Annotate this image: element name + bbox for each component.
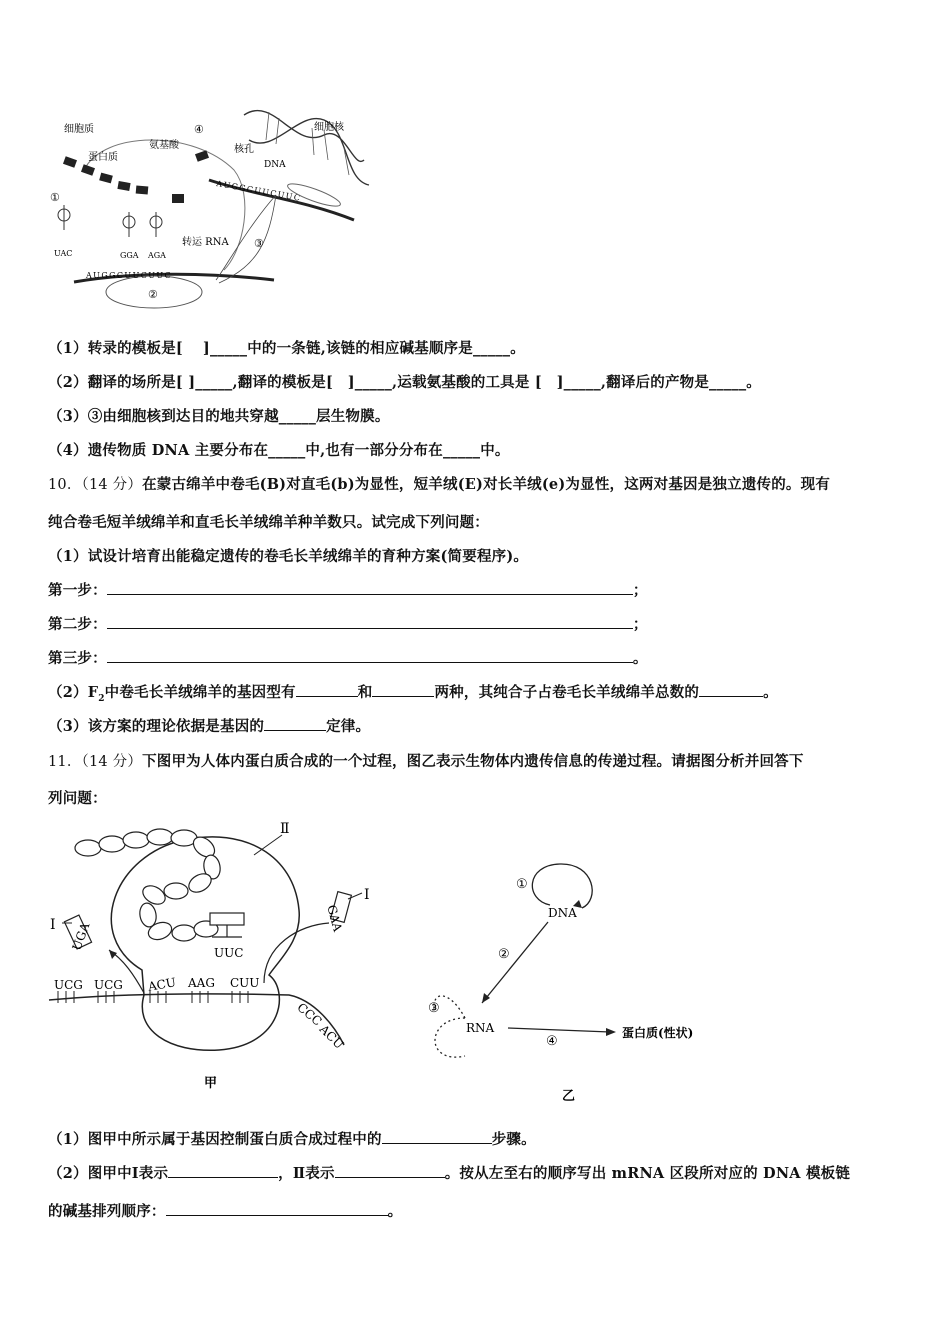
marker-2-yi: ② — [498, 947, 510, 962]
q11-item-1 — [48, 1128, 536, 1149]
q10-step-2-end: ； — [632, 616, 648, 633]
q10-step-3-blank[interactable] — [107, 648, 633, 663]
q11-number: 11．（14 分） — [48, 754, 143, 770]
label-protein: 蛋白质 — [88, 152, 118, 163]
q11-item-1-text-a: （1）图甲中所示属于基因控制蛋白质合成过程中的 — [48, 1131, 382, 1148]
q11-sequence-blank[interactable] — [166, 1201, 388, 1216]
codon-7: ACU — [316, 1022, 347, 1052]
marker-4-yi: ④ — [546, 1034, 558, 1049]
q10-item-2-text-d: 两种，其纯合子占卷毛长羊绒绵羊总数的 — [434, 684, 700, 701]
label-dna: DNA — [264, 160, 286, 170]
figure-transcription-translation — [44, 100, 374, 315]
marker-3: ③ — [254, 237, 264, 250]
q10-item-3-text-b: 定律。 — [326, 718, 371, 735]
q10-item-1: （1）试设计培育出能稳定遗传的卷毛长羊绒绵羊的育种方案(简要程序)。 — [48, 548, 529, 565]
q10-stem-line-1 — [48, 473, 830, 494]
trna-anticodon-gaa: GAA — [324, 903, 345, 934]
q11-item-2-text-c: 。按从左至右的顺序写出 mRNA 区段所对应的 DNA 模板链 — [444, 1165, 851, 1182]
figure-yi — [420, 860, 730, 1110]
q10-step-1-end: ； — [632, 582, 648, 599]
q10-genotype-blank-2[interactable] — [372, 682, 434, 697]
trna-anticodon-uuc: UUC — [214, 946, 244, 960]
q10-step-1 — [48, 579, 648, 600]
marker-1-yi: ① — [516, 877, 528, 892]
q10-step-3-end: 。 — [632, 650, 648, 667]
q10-item-2-prefix: （2）F — [48, 684, 99, 701]
q11-item-2-cont — [48, 1200, 402, 1221]
polypeptide-chain — [75, 829, 222, 943]
q10-item-3-text-a: （3）该方案的理论依据是基因的 — [48, 718, 265, 735]
q9-item-1: （1）转录的模板是[ ]_____中的一条链,该链的相应碱基顺序是_____。 — [48, 340, 525, 357]
q10-step-3-label: 第三步： — [48, 650, 107, 667]
q11-step-blank[interactable] — [382, 1129, 492, 1144]
mrna-sequence-1: AUGGCUUCUUC — [86, 271, 173, 280]
q10-stem-1: 在蒙古绵羊中卷毛(B)对直毛(b)为显性，短羊绒(E)对长羊绒(e)为显性，这两对基因是独立遗传的。现有 — [142, 476, 831, 493]
q10-item-2-text-c: 和 — [357, 684, 373, 701]
q10-genotype-blank-1[interactable] — [296, 682, 358, 697]
q10-item-2 — [48, 681, 778, 704]
marker-4: ④ — [194, 123, 204, 136]
q10-item-2-end: 。 — [763, 684, 778, 701]
trna-anticodon-uga: UGA — [69, 920, 93, 953]
q11-item-2 — [48, 1162, 850, 1183]
q9-item-4: （4）遗传物质 DNA 主要分布在_____中,也有一部分分布在_____中。 — [48, 442, 510, 459]
q10-step-3 — [48, 647, 648, 668]
q9-item-3: （3）③由细胞核到达目的地共穿越_____层生物膜。 — [48, 408, 390, 425]
codon-2: UCG — [94, 978, 123, 992]
q10-item-2-text-b: 中卷毛长羊绒绵羊的基因型有 — [104, 684, 296, 701]
q11-stem-line-1 — [48, 750, 804, 771]
codon-6: CCC — [294, 1000, 325, 1029]
q10-ratio-blank[interactable] — [699, 682, 763, 697]
q11-item-2-text-b: ，Ⅱ表示 — [278, 1165, 335, 1182]
label-protein-trait: 蛋白质(性状) — [622, 1026, 694, 1040]
codon-1: UCG — [54, 978, 83, 992]
q10-step-2 — [48, 613, 648, 634]
q10-law-blank[interactable] — [264, 716, 326, 731]
q11-II-blank[interactable] — [335, 1163, 445, 1178]
q10-step-1-label: 第一步： — [48, 582, 107, 599]
marker-2: ② — [148, 288, 158, 301]
q11-item-2-text-d: 的碱基排列顺序： — [48, 1203, 166, 1220]
q11-I-blank[interactable] — [168, 1163, 278, 1178]
anticodon-gga: GGA — [120, 251, 139, 260]
codon-5: CUU — [230, 976, 260, 990]
q10-step-2-blank[interactable] — [107, 614, 633, 629]
anticodon-uac: UAC — [54, 249, 73, 258]
anticodon-aga: AGA — [148, 251, 166, 260]
codon-3: ACU — [146, 975, 177, 994]
label-nucleus: 细胞核 — [314, 122, 344, 133]
q10-step-2-label: 第二步： — [48, 616, 107, 633]
q11-stem-1: 下图甲为人体内蛋白质合成的一个过程，图乙表示生物体内遗传信息的传递过程。请据图分析并回答下 — [142, 753, 804, 770]
figure-jia — [44, 815, 414, 1095]
codon-4: AAG — [188, 976, 215, 990]
label-I-right: Ⅰ — [364, 887, 370, 903]
q10-item-2-subscript: 2 — [98, 693, 105, 704]
q11-item-2-text-a: （2）图甲中Ⅰ表示 — [48, 1165, 169, 1182]
caption-yi: 乙 — [562, 1089, 576, 1104]
label-I-left: Ⅰ — [50, 917, 56, 933]
label-nuclear-pore: 核孔 — [234, 144, 254, 155]
mrna-sequence-2: AUGGCUUCUUC — [215, 179, 302, 203]
label-dna-yi: DNA — [548, 906, 577, 920]
q10-step-1-blank[interactable] — [107, 580, 633, 595]
label-cytoplasm: 细胞质 — [64, 124, 94, 135]
q10-stem-2: 纯合卷毛短羊绒绵羊和直毛长羊绒绵羊种羊数只。试完成下列问题： — [48, 514, 489, 531]
label-II: Ⅱ — [280, 821, 290, 837]
caption-jia: 甲 — [204, 1076, 218, 1091]
label-rna-yi: RNA — [466, 1021, 495, 1035]
marker-1: ① — [50, 191, 60, 204]
label-amino-acid: 氨基酸 — [149, 140, 179, 151]
q11-item-1-text-b: 步骤。 — [491, 1131, 536, 1148]
label-trna: 转运 RNA — [182, 237, 229, 248]
marker-3-yi: ③ — [428, 1001, 440, 1016]
q11-item-2-end: 。 — [387, 1203, 403, 1220]
q10-number: 10．（14 分） — [48, 477, 143, 493]
q11-stem-2: 列问题： — [48, 790, 107, 807]
q10-item-3 — [48, 715, 370, 736]
q9-item-2: （2）翻译的场所是[ ]_____,翻译的模板是[ ]_____,运载氨基酸的工具是 [ ]_____,翻译后的产物是_____。 — [48, 374, 761, 391]
